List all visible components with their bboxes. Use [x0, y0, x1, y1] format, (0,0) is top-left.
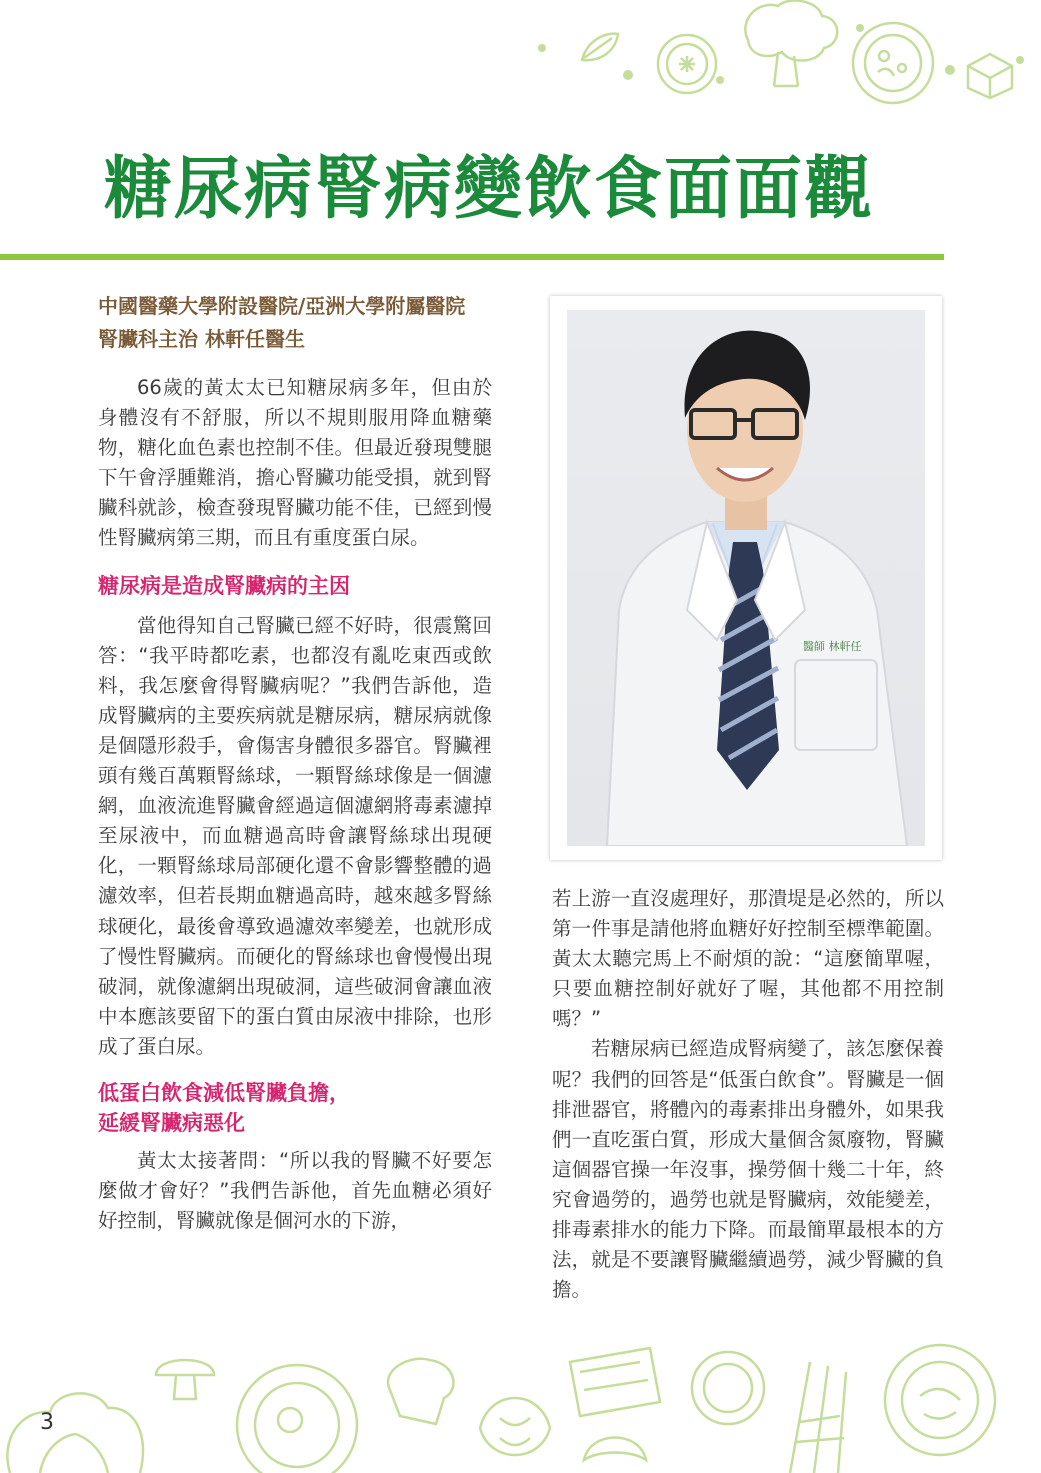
tea-cup-icon: [560, 1342, 670, 1422]
asparagus-icon: [770, 1352, 870, 1473]
author-block: [98, 290, 528, 356]
title-underline: [0, 254, 944, 260]
coat-embroidery: 醫師 林軒任: [803, 640, 862, 653]
author-title: 腎臟科主治 林軒任醫生: [98, 327, 305, 351]
section-heading-cause: 糖尿病是造成腎臟病的主因: [98, 573, 350, 598]
low-protein-paragraph-start: 黃太太接著問：“所以我的腎臟不好要怎麼做才會好？”我們告訴他，首先血糖必須好好控制，腎臟就像是個河水的下游，: [98, 1148, 492, 1233]
section-heading-line2: 延緩腎臟病惡化: [98, 1110, 245, 1135]
lettuce-icon: [0, 1350, 150, 1473]
salad-bowl-icon: [880, 1340, 1000, 1460]
low-protein-diet-paragraph: 若糖尿病已經造成腎病變了，該怎麼保養呢？我們的回答是“低蛋白飲食”。腎臟是一個排泄器官，將體內的毒素排出身體外，如果我們一直吃蛋白質，形成大量個含氮廢物，腎臟這個器官操一年沒事，操勞個十幾二十年，終究會過勞的，過勞也就是腎臟病，效能變差，排毒素排水的能力下降。而最簡單最根本的方法，就是不要讓腎臟繼續過勞，減少腎臟的負擔。: [552, 1037, 944, 1302]
author-affiliation: 中國醫藥大學附設醫院/亞洲大學附屬醫院: [98, 294, 466, 318]
egg-plate-icon: [232, 1360, 362, 1473]
leaf-icon: [578, 30, 622, 66]
doctor-portrait-photo: [567, 310, 925, 846]
seal-plate-icon: [655, 32, 719, 96]
page-number: 3: [40, 1410, 54, 1435]
intro-paragraph: 66歲的黃太太已知糖尿病多年，但由於身體沒有不舒服，所以不規則服用降血糖藥物，糖化血色素也控制不佳。但最近發現雙腿下午會浮腫難消，擔心腎臟功能受損，就到腎臟科就診，檢查發現腎臟功能不佳，已經到慢性腎臟病第三期，而且有重度蛋白尿。: [98, 376, 492, 550]
mushroom-icon: [150, 1345, 220, 1405]
section-heading-low-protein: [98, 1078, 492, 1138]
section-heading-line1: 低蛋白飲食減低腎臟負擔，: [98, 1080, 350, 1105]
low-protein-paragraph-continued: 若上游一直沒處理好，那潰堤是必然的，所以第一件事是請他將血糖好好控制至標準範圍。黃太太聽完馬上不耐煩的說：“這麼簡單喔，只要血糖控制好就好了喔，其他都不用控制嗎？”: [552, 887, 944, 1031]
bread-icon: [380, 1350, 460, 1430]
fish-icon: [470, 1368, 560, 1473]
left-column: [98, 373, 492, 1236]
cause-paragraph: 當他得知自己腎臟已經不好時，很震驚回答：“我平時都吃素，也都沒有亂吃東西或飲料，我怎麼會得腎臟病呢？”我們告訴他，造成腎臟病的主要疾病就是糖尿病，糖尿病就像是個隱形殺手，會傷害身體很多器官。腎臟裡頭有幾百萬顆腎絲球，一顆腎絲球像是一個濾網，血液流進腎臟會經過這個濾網將毒素濾掉至尿液中，而血糖過高時會讓腎絲球出現硬化，一顆腎絲球局部硬化還不會影響整體的過濾效率，但若長期血糖過高時，越來越多腎絲球硬化，最後會導致過濾效率變差，也就形成了慢性腎臟病。而硬化的腎絲球也會慢慢出現破洞，就像濾網出現破洞，這些破洞會讓血液中本應該要留下的蛋白質由尿液中排除，也形成了蛋白尿。: [98, 613, 492, 1058]
croissant-icon: [580, 1420, 650, 1473]
salad-bowl-icon: [848, 18, 938, 108]
doctor-photo-frame: [550, 296, 942, 860]
seal-plate-icon: [688, 1348, 768, 1428]
broccoli-icon: [738, 0, 848, 90]
tofu-icon: [962, 48, 1018, 100]
page-title: 糖尿病腎病變飲食面面觀: [104, 150, 875, 229]
right-column: [552, 884, 944, 1305]
